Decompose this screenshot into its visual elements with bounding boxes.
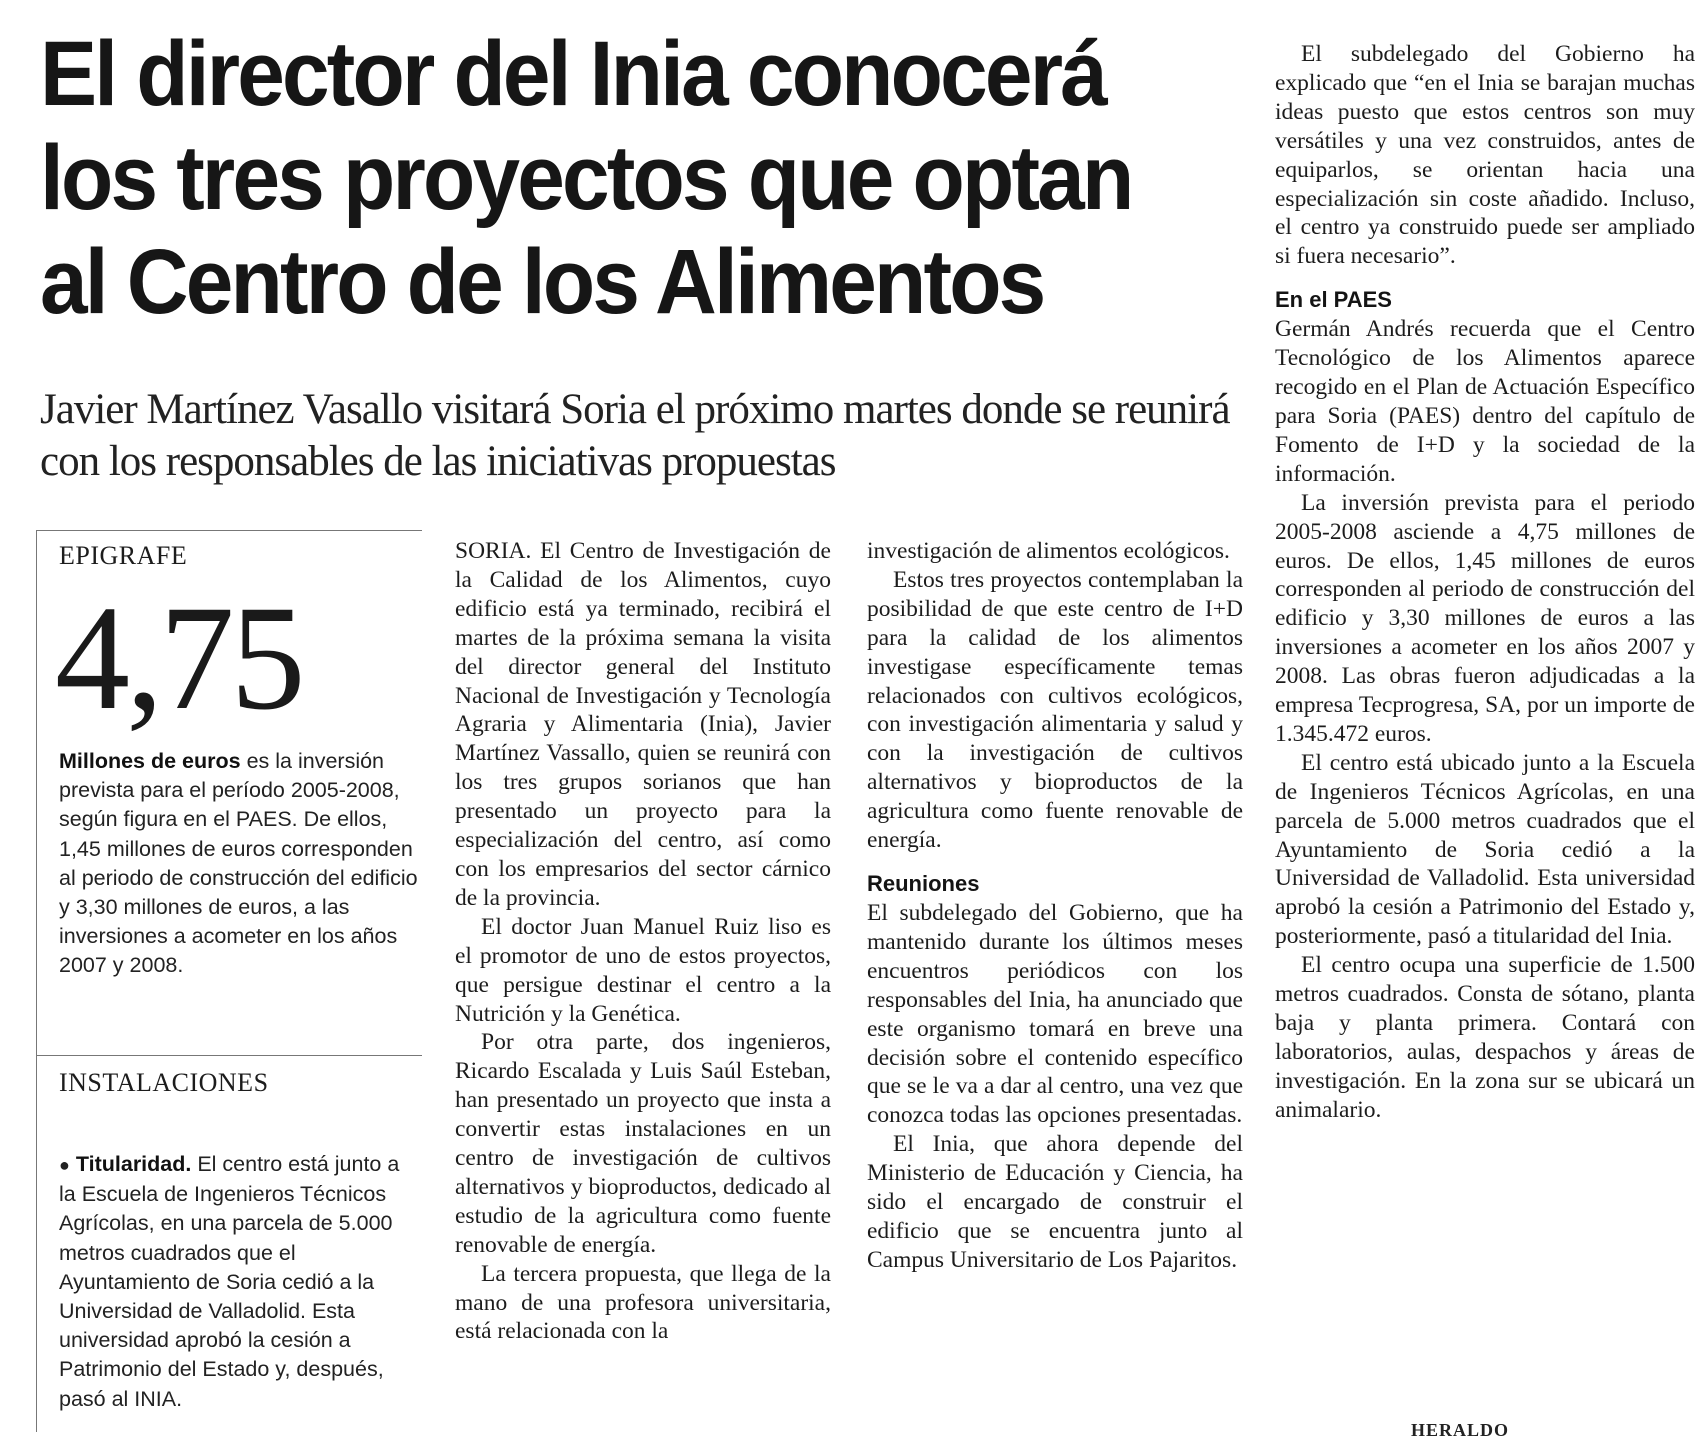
headline-line-2: los tres proyectos que optan <box>40 127 1132 229</box>
newspaper-signature: HERALDO <box>1411 1420 1510 1440</box>
paragraph: La tercera propuesta, que llega de la mano de una profesora universitaria, está relacionada con la <box>455 1260 831 1345</box>
figure-text: es la inversión prevista para el período 2005-2008, según figura en el PAES. De ellos, 1,45 millones de euros corresponden al periodo de construcción del edificio y 3,30 millones de euros, a las inversiones a acometer en los años 2007 y 2008. <box>59 749 418 978</box>
titularidad-label: Titularidad. <box>75 1152 192 1176</box>
paragraph: El subdelegado del Gobierno, que ha mantenido durante los últimos meses encuentros periódicos con los responsables del Inia, ha anunciado que este organismo tomará en breve una decisión sobre el contenido específico que se le va a dar al centro, una vez que conozca todas las opciones presentadas. <box>867 899 1243 1129</box>
bullet-icon: ● <box>59 1155 70 1175</box>
section-heading-paes: En el PAES <box>1275 287 1392 313</box>
article-column-3 <box>1275 40 1695 1440</box>
paragraph: investigación de alimentos ecológicos. <box>867 538 1230 564</box>
titularidad-text-block <box>37 1150 419 1414</box>
sidebar-box <box>36 530 422 1432</box>
figure-bold-label: Millones de euros <box>59 749 241 773</box>
sidebar-top-rule <box>37 530 422 531</box>
instalaciones-block <box>37 1055 422 1414</box>
paragraph: El subdelegado del Gobierno ha explicado que “en el Inia se barajan muchas ideas puesto que estos centros son muy versátiles y una vez construidos, antes de equiparlos, se orientan hacia una especialización sin coste añadido. Incluso, el centro ya construido puede ser ampliado si fuera necesario”. <box>1275 41 1695 270</box>
epigrafe-label: EPIGRAFE <box>59 541 188 570</box>
paragraph: SORIA. El Centro de Investigación de la Calidad de los Alimentos, cuyo edificio está ya terminado, recibirá el martes de la próxima semana la visita del director general del Instituto Nacional de Investigación y Tecnología Agraria y Alimentaria (Inia), Javier Martínez Vassallo, quien se reunirá con los tres grupos sorianos que han presentado un proyecto para la especialización del centro, así como con los empresarios del sector cárnico de la provincia. <box>455 538 831 911</box>
headline-line-3: al Centro de los Alimentos <box>40 231 1044 333</box>
headline-line-1: El director del Inia conocerá <box>40 23 1106 125</box>
figure-description <box>37 747 419 981</box>
article-column-2 <box>867 537 1243 1275</box>
section-heading-reuniones: Reuniones <box>867 870 980 896</box>
instalaciones-label: INSTALACIONES <box>59 1068 269 1097</box>
headline <box>40 22 1137 334</box>
column-3-inner <box>1275 40 1695 1125</box>
big-number: 4,75 <box>55 575 302 741</box>
titularidad-text: El centro está junto a la Escuela de Ingenieros Técnicos Agrícolas, en una parcela de 5.000 metros cuadrados que el Ayuntamiento de Soria cedió a la Universidad de Valladolid. Esta universidad aprobó la cesión a Patrimonio del Estado y, después, pasó al INIA. <box>59 1152 400 1411</box>
paragraph: Estos tres proyectos contemplaban la posibilidad de que este centro de I+D para la calidad de los alimentos investigase específicamente temas relacionados con cultivos ecológicos, con investigación alimentaria y salud y con la investigación de cultivos alternativos y bioproductos de la agricultura como fuente renovable de energía. <box>867 566 1243 854</box>
paragraph: La inversión prevista para el periodo 2005-2008 asciende a 4,75 millones de euros. De ellos, 1,45 millones de euros corresponden al periodo de construcción del edificio y 3,30 millones de euros a las inversiones a acometer en los años 2007 y 2008. Las obras fueron adjudicadas a la empresa Tecprogresa, SA, por un importe de 1.345.472 euros. <box>1275 489 1695 747</box>
paragraph: El centro está ubicado junto a la Escuela de Ingenieros Técnicos Agrícolas, en una parcela de 5.000 metros cuadrados que el Ayuntamiento de Soria cedió a la Universidad de Valladolid. Esta universidad aprobó la cesión a Patrimonio del Estado y, posteriormente, pasó a titularidad del Inia. <box>1275 749 1695 950</box>
paragraph: Por otra parte, dos ingenieros, Ricardo Escalada y Luis Saúl Esteban, han presentado un proyecto que insta a convertir estas instalaciones en un centro de investigación de cultivos alternativos y bioproductos, dedicado al estudio de la agricultura como fuente renovable de energía. <box>455 1029 831 1258</box>
instalaciones-rule <box>37 1055 422 1056</box>
subtitle: Javier Martínez Vasallo visitará Soria el próximo martes donde se reunirá con los responsables de las iniciativas propuestas <box>40 386 1230 485</box>
paragraph: Germán Andrés recuerda que el Centro Tecnológico de los Alimentos aparece recogido en el Plan de Actuación Específico para Soria (PAES) dentro del capítulo de Fomento de I+D y la sociedad de la información. <box>1275 316 1695 487</box>
paragraph: El doctor Juan Manuel Ruiz liso es el promotor de uno de estos proyectos, que persigue destinar el centro a la Nutrición y la Genética. <box>455 913 831 1027</box>
article-column-1 <box>455 537 831 1346</box>
paragraph: El centro ocupa una superficie de 1.500 metros cuadrados. Consta de sótano, planta baja y planta primera. Contará con laboratorios, aulas, despachos y áreas de investigación. En la zona sur se ubicará un animalario. <box>1275 952 1695 1123</box>
paragraph: El Inia, que ahora depende del Ministerio de Educación y Ciencia, ha sido el encargado de construir el edificio que se encuentra junto al Campus Universitario de Los Pajaritos. <box>867 1131 1243 1273</box>
